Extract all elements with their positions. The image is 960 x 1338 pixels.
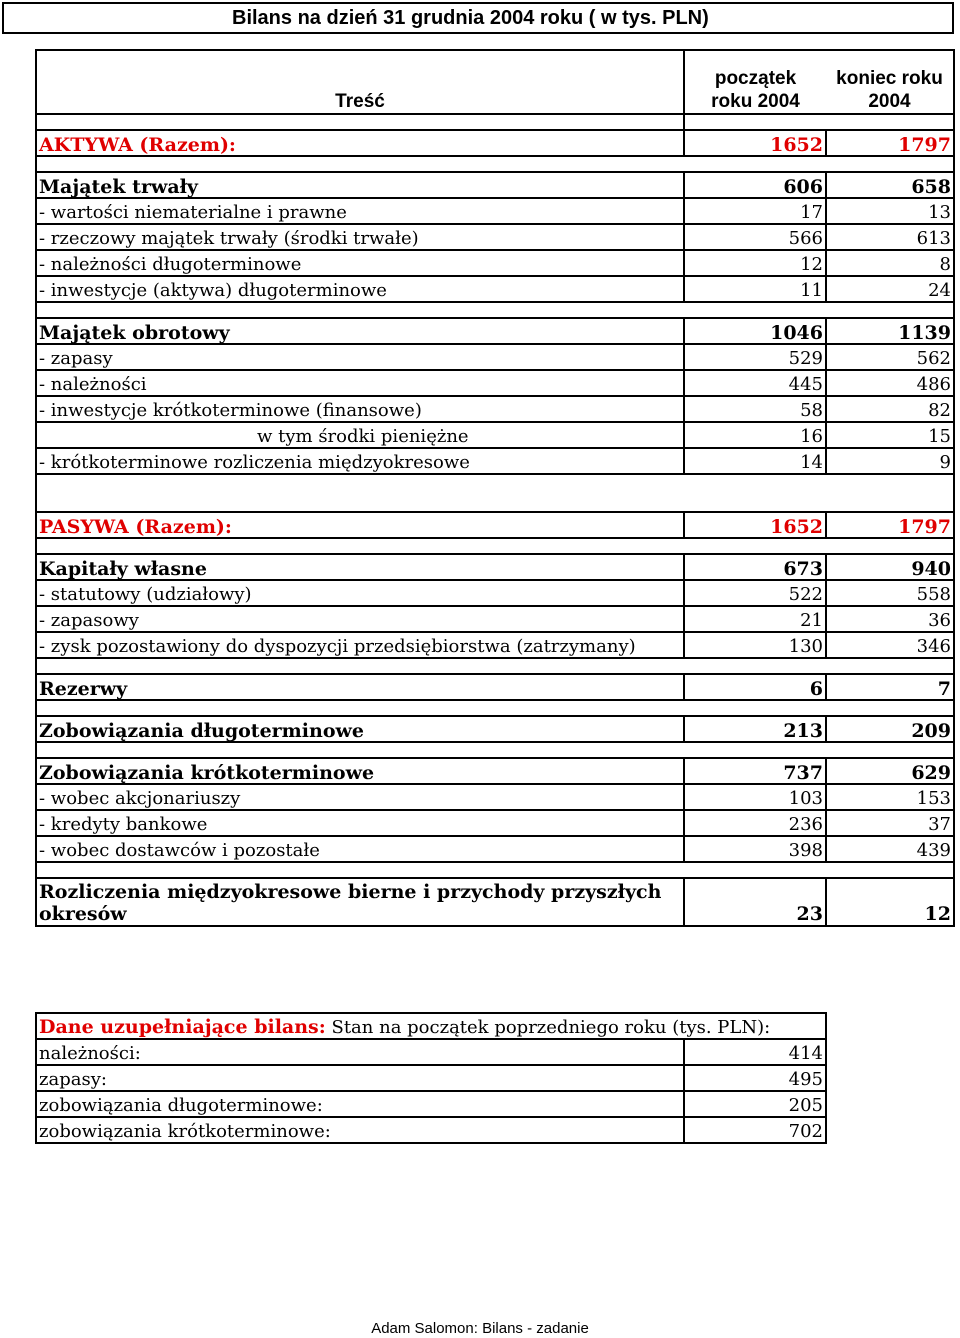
supplement-title-row	[36, 1013, 826, 1039]
zob-krotko-start: 737	[684, 758, 826, 784]
rezerwy-label: Rezerwy	[36, 674, 684, 700]
header-end: koniec roku 2004	[826, 50, 954, 114]
zob-dlugo-end: 209	[826, 716, 954, 742]
list-item: zobowiązania długoterminowe: 205	[36, 1091, 826, 1117]
row-rezerwy	[36, 674, 954, 700]
table-row: - inwestycje (aktywa) długoterminowe 11 24	[36, 276, 954, 302]
rezerwy-end: 7	[826, 674, 954, 700]
row-majatek-obrotowy	[36, 318, 954, 344]
list-item: należności: 414	[36, 1039, 826, 1065]
majatek-obrotowy-label: Majątek obrotowy	[36, 318, 684, 344]
table-row: - wartości niematerialne i prawne 17 13	[36, 198, 954, 224]
header-start: początek roku 2004	[684, 50, 826, 114]
rozliczenia-start: 23	[684, 878, 826, 926]
table-row: - zapasy 529 562	[36, 344, 954, 370]
table-row: - krótkoterminowe rozliczenia międzyokresowe 14 9	[36, 448, 954, 474]
list-item: zobowiązania krótkoterminowe: 702	[36, 1117, 826, 1143]
rezerwy-start: 6	[684, 674, 826, 700]
table-row: - statutowy (udziałowy) 522 558	[36, 580, 954, 606]
majatek-obrotowy-end: 1139	[826, 318, 954, 344]
majatek-trwaly-label: Majątek trwały	[36, 172, 684, 198]
header-row	[36, 50, 954, 114]
supplement-table	[35, 1012, 827, 1144]
rozliczenia-end: 12	[826, 878, 954, 926]
supplement-title: Dane uzupełniające bilans: Stan na początek poprzedniego roku (tys. PLN):	[36, 1013, 826, 1039]
table-row: - rzeczowy majątek trwały (środki trwałe) 566 613	[36, 224, 954, 250]
majatek-trwaly-start: 606	[684, 172, 826, 198]
majatek-obrotowy-start: 1046	[684, 318, 826, 344]
list-item: zapasy: 495	[36, 1065, 826, 1091]
aktywa-label: AKTYWA (Razem):	[36, 130, 684, 156]
table-row: - zysk pozostawiony do dyspozycji przedsiębiorstwa (zatrzymany) 130 346	[36, 632, 954, 658]
kapitaly-start: 673	[684, 554, 826, 580]
zob-dlugo-start: 213	[684, 716, 826, 742]
kapitaly-end: 940	[826, 554, 954, 580]
table-row: - należności długoterminowe 12 8	[36, 250, 954, 276]
table-row: - zapasowy 21 36	[36, 606, 954, 632]
table-row: - należności 445 486	[36, 370, 954, 396]
balance-sheet-table	[35, 49, 955, 927]
kapitaly-label: Kapitały własne	[36, 554, 684, 580]
aktywa-end: 1797	[826, 130, 954, 156]
table-row: - wobec akcjonariuszy 103 153	[36, 784, 954, 810]
sheet-title: Bilans na dzień 31 grudnia 2004 roku ( w tys. PLN)	[2, 2, 954, 34]
zob-krotko-label: Zobowiązania krótkoterminowe	[36, 758, 684, 784]
table-row: w tym środki pieniężne 16 15	[36, 422, 954, 448]
row-zob-krotko	[36, 758, 954, 784]
table-row: - inwestycje krótkoterminowe (finansowe) 58 82	[36, 396, 954, 422]
majatek-trwaly-end: 658	[826, 172, 954, 198]
row-pasywa	[36, 512, 954, 538]
rozliczenia-label: Rozliczenia międzyokresowe bierne i przychody przyszłych okresów	[36, 878, 684, 926]
pasywa-start: 1652	[684, 512, 826, 538]
table-row: - wobec dostawców i pozostałe 398 439	[36, 836, 954, 862]
row-kapitaly	[36, 554, 954, 580]
page-footer: Adam Salomon: Bilans - zadanie	[371, 1320, 589, 1337]
row-zob-dlugo	[36, 716, 954, 742]
header-tresc: Treść	[36, 50, 684, 114]
zob-dlugo-label: Zobowiązania długoterminowe	[36, 716, 684, 742]
aktywa-start: 1652	[684, 130, 826, 156]
row-majatek-trwaly	[36, 172, 954, 198]
pasywa-end: 1797	[826, 512, 954, 538]
zob-krotko-end: 629	[826, 758, 954, 784]
row-aktywa	[36, 130, 954, 156]
pasywa-label: PASYWA (Razem):	[36, 512, 684, 538]
table-row: - kredyty bankowe 236 37	[36, 810, 954, 836]
row-rozliczenia	[36, 878, 954, 926]
